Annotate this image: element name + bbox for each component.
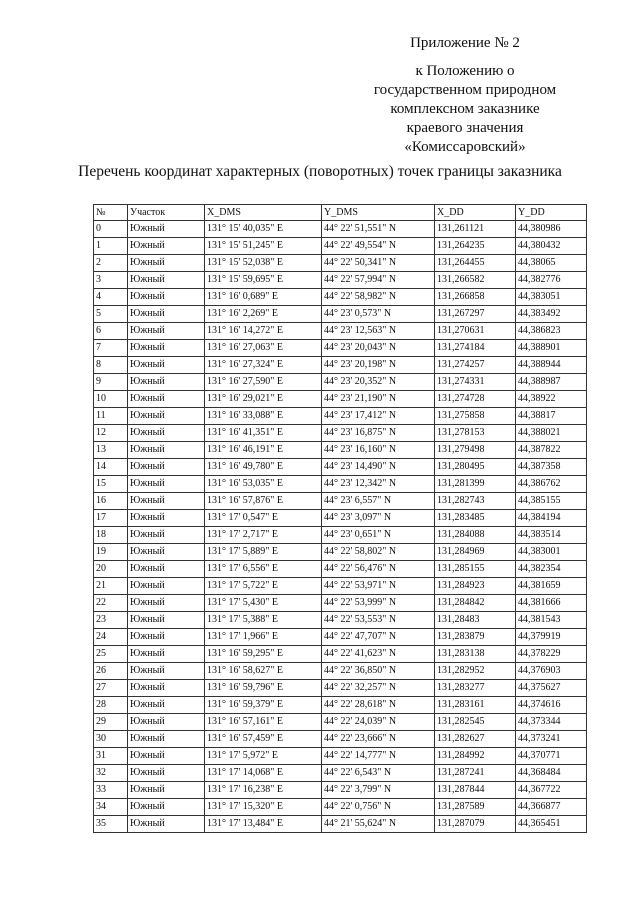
cell-section: Южный [128,697,205,714]
cell-y-dd: 44,388021 [516,425,587,442]
cell-y-dd: 44,383051 [516,289,587,306]
cell-number: 34 [94,799,128,816]
cell-x-dms: 131° 17' 5,430" E [205,595,322,612]
cell-x-dms: 131° 17' 0,547" E [205,510,322,527]
cell-number: 32 [94,765,128,782]
cell-x-dms: 131° 17' 6,556" E [205,561,322,578]
cell-y-dd: 44,387358 [516,459,587,476]
cell-y-dms: 44° 23' 0,651" N [322,527,435,544]
cell-number: 8 [94,357,128,374]
cell-x-dd: 131,281399 [435,476,516,493]
cell-x-dms: 131° 16' 58,627" E [205,663,322,680]
table-row [94,221,587,238]
cell-number: 0 [94,221,128,238]
cell-section: Южный [128,595,205,612]
cell-section: Южный [128,782,205,799]
table-row [94,595,587,612]
cell-section: Южный [128,663,205,680]
cell-x-dms: 131° 16' 49,780" E [205,459,322,476]
cell-y-dms: 44° 22' 53,971" N [322,578,435,595]
document-heading: Перечень координат характерных (поворотных) точек границы заказника [78,163,562,180]
table-row [94,544,587,561]
cell-section: Южный [128,340,205,357]
cell-y-dd: 44,367722 [516,782,587,799]
cell-x-dd: 131,285155 [435,561,516,578]
cell-number: 9 [94,374,128,391]
cell-number: 16 [94,493,128,510]
cell-y-dms: 44° 23' 16,160" N [322,442,435,459]
cell-x-dms: 131° 16' 0,689" E [205,289,322,306]
cell-x-dms: 131° 15' 52,038" E [205,255,322,272]
cell-y-dms: 44° 23' 12,563" N [322,323,435,340]
table-row [94,816,587,833]
cell-number: 10 [94,391,128,408]
table-row [94,799,587,816]
cell-y-dd: 44,380986 [516,221,587,238]
cell-section: Южный [128,765,205,782]
cell-section: Южный [128,323,205,340]
cell-number: 4 [94,289,128,306]
cell-number: 7 [94,340,128,357]
cell-x-dms: 131° 17' 5,972" E [205,748,322,765]
appendix-line: государственном природном [373,82,557,98]
cell-section: Южный [128,680,205,697]
cell-section: Южный [128,816,205,833]
column-header-x-dd: X_DD [435,205,516,221]
cell-x-dms: 131° 17' 16,238" E [205,782,322,799]
cell-x-dd: 131,279498 [435,442,516,459]
cell-x-dms: 131° 15' 40,035" E [205,221,322,238]
cell-number: 29 [94,714,128,731]
cell-x-dms: 131° 16' 41,351" E [205,425,322,442]
table-row [94,561,587,578]
table-row [94,306,587,323]
cell-section: Южный [128,510,205,527]
cell-x-dms: 131° 17' 1,966" E [205,629,322,646]
cell-y-dd: 44,388944 [516,357,587,374]
cell-x-dd: 131,280495 [435,459,516,476]
cell-x-dd: 131,264235 [435,238,516,255]
cell-y-dms: 44° 22' 32,257" N [322,680,435,697]
cell-x-dd: 131,282952 [435,663,516,680]
cell-section: Южный [128,476,205,493]
cell-y-dms: 44° 23' 20,352" N [322,374,435,391]
table-row [94,697,587,714]
cell-y-dd: 44,381543 [516,612,587,629]
cell-number: 5 [94,306,128,323]
cell-number: 35 [94,816,128,833]
table-header-row [94,205,587,221]
table-row [94,391,587,408]
cell-x-dms: 131° 16' 29,021" E [205,391,322,408]
cell-x-dms: 131° 16' 14,272" E [205,323,322,340]
cell-y-dms: 44° 23' 0,573" N [322,306,435,323]
cell-number: 26 [94,663,128,680]
cell-section: Южный [128,391,205,408]
cell-y-dd: 44,386762 [516,476,587,493]
cell-number: 19 [94,544,128,561]
column-header-y-dms: Y_DMS [322,205,435,221]
cell-x-dms: 131° 16' 53,035" E [205,476,322,493]
cell-y-dms: 44° 22' 58,802" N [322,544,435,561]
cell-number: 28 [94,697,128,714]
coordinates-table [93,204,587,833]
cell-number: 24 [94,629,128,646]
cell-y-dd: 44,388901 [516,340,587,357]
cell-x-dd: 131,28483 [435,612,516,629]
cell-y-dms: 44° 22' 14,777" N [322,748,435,765]
cell-x-dd: 131,284923 [435,578,516,595]
cell-number: 18 [94,527,128,544]
cell-y-dms: 44° 23' 16,875" N [322,425,435,442]
appendix-title: Приложение № 2 [410,35,520,51]
cell-x-dms: 131° 16' 59,295" E [205,646,322,663]
cell-section: Южный [128,238,205,255]
cell-section: Южный [128,425,205,442]
cell-y-dd: 44,365451 [516,816,587,833]
cell-section: Южный [128,459,205,476]
cell-number: 6 [94,323,128,340]
cell-y-dms: 44° 22' 36,850" N [322,663,435,680]
cell-section: Южный [128,408,205,425]
cell-y-dms: 44° 22' 47,707" N [322,629,435,646]
cell-section: Южный [128,272,205,289]
cell-x-dd: 131,283277 [435,680,516,697]
cell-x-dd: 131,287844 [435,782,516,799]
cell-number: 14 [94,459,128,476]
table-row [94,612,587,629]
cell-section: Южный [128,748,205,765]
cell-y-dms: 44° 22' 51,551" N [322,221,435,238]
table-row [94,663,587,680]
cell-section: Южный [128,493,205,510]
cell-y-dd: 44,376903 [516,663,587,680]
cell-x-dd: 131,287241 [435,765,516,782]
cell-y-dms: 44° 22' 41,623" N [322,646,435,663]
cell-section: Южный [128,714,205,731]
cell-x-dd: 131,283138 [435,646,516,663]
column-header-x-dms: X_DMS [205,205,322,221]
cell-section: Южный [128,221,205,238]
cell-y-dms: 44° 22' 6,543" N [322,765,435,782]
cell-x-dms: 131° 16' 2,269" E [205,306,322,323]
cell-y-dms: 44° 23' 20,043" N [322,340,435,357]
cell-number: 1 [94,238,128,255]
table-row [94,272,587,289]
appendix-block [330,34,600,157]
cell-y-dms: 44° 22' 24,039" N [322,714,435,731]
cell-number: 15 [94,476,128,493]
cell-x-dms: 131° 16' 57,876" E [205,493,322,510]
cell-x-dd: 131,287079 [435,816,516,833]
cell-x-dd: 131,274184 [435,340,516,357]
cell-section: Южный [128,374,205,391]
cell-x-dd: 131,274257 [435,357,516,374]
cell-x-dd: 131,284088 [435,527,516,544]
cell-x-dd: 131,274728 [435,391,516,408]
cell-y-dd: 44,383514 [516,527,587,544]
cell-x-dms: 131° 17' 2,717" E [205,527,322,544]
cell-x-dd: 131,287589 [435,799,516,816]
table-row [94,629,587,646]
cell-x-dms: 131° 16' 57,459" E [205,731,322,748]
cell-y-dms: 44° 21' 55,624" N [322,816,435,833]
cell-x-dms: 131° 17' 13,484" E [205,816,322,833]
cell-y-dd: 44,387822 [516,442,587,459]
cell-x-dms: 131° 16' 27,324" E [205,357,322,374]
cell-x-dms: 131° 16' 46,191" E [205,442,322,459]
cell-section: Южный [128,306,205,323]
cell-x-dd: 131,270631 [435,323,516,340]
cell-x-dms: 131° 15' 59,695" E [205,272,322,289]
table-row [94,510,587,527]
cell-section: Южный [128,561,205,578]
cell-y-dd: 44,38065 [516,255,587,272]
table-row [94,782,587,799]
cell-x-dms: 131° 16' 57,161" E [205,714,322,731]
table-row [94,731,587,748]
cell-section: Южный [128,255,205,272]
table-row [94,714,587,731]
cell-y-dd: 44,385155 [516,493,587,510]
cell-y-dms: 44° 23' 3,097" N [322,510,435,527]
column-header-number: № [94,205,128,221]
cell-number: 17 [94,510,128,527]
cell-y-dd: 44,373241 [516,731,587,748]
cell-number: 22 [94,595,128,612]
cell-number: 13 [94,442,128,459]
table-row [94,459,587,476]
appendix-line: краевого значения [406,120,524,136]
table-row [94,748,587,765]
cell-y-dd: 44,373344 [516,714,587,731]
column-header-y-dd: Y_DD [516,205,587,221]
cell-y-dd: 44,384194 [516,510,587,527]
cell-y-dms: 44° 22' 56,476" N [322,561,435,578]
cell-x-dd: 131,283879 [435,629,516,646]
cell-number: 33 [94,782,128,799]
cell-y-dms: 44° 22' 58,982" N [322,289,435,306]
table-row [94,425,587,442]
cell-section: Южный [128,646,205,663]
cell-x-dd: 131,261121 [435,221,516,238]
table-row [94,476,587,493]
cell-x-dd: 131,284992 [435,748,516,765]
cell-x-dms: 131° 16' 59,379" E [205,697,322,714]
cell-y-dd: 44,38817 [516,408,587,425]
table-row [94,357,587,374]
cell-y-dms: 44° 22' 53,553" N [322,612,435,629]
cell-y-dms: 44° 23' 12,342" N [322,476,435,493]
cell-x-dd: 131,282545 [435,714,516,731]
cell-x-dms: 131° 15' 51,245" E [205,238,322,255]
cell-y-dd: 44,379919 [516,629,587,646]
cell-y-dms: 44° 22' 28,618" N [322,697,435,714]
cell-number: 30 [94,731,128,748]
cell-x-dms: 131° 17' 15,320" E [205,799,322,816]
cell-section: Южный [128,629,205,646]
cell-y-dd: 44,386823 [516,323,587,340]
cell-x-dms: 131° 16' 27,063" E [205,340,322,357]
cell-y-dms: 44° 23' 6,557" N [322,493,435,510]
cell-y-dms: 44° 22' 0,756" N [322,799,435,816]
cell-x-dd: 131,282627 [435,731,516,748]
table-row [94,493,587,510]
cell-y-dd: 44,370771 [516,748,587,765]
appendix-line: комплексном заказнике [390,101,540,117]
cell-x-dd: 131,267297 [435,306,516,323]
cell-section: Южный [128,527,205,544]
cell-y-dms: 44° 22' 53,999" N [322,595,435,612]
cell-section: Южный [128,357,205,374]
cell-x-dd: 131,284842 [435,595,516,612]
table-row [94,255,587,272]
cell-x-dms: 131° 16' 27,590" E [205,374,322,391]
table-row [94,442,587,459]
cell-y-dd: 44,378229 [516,646,587,663]
cell-y-dms: 44° 22' 49,554" N [322,238,435,255]
cell-y-dms: 44° 23' 17,412" N [322,408,435,425]
cell-y-dms: 44° 23' 21,190" N [322,391,435,408]
cell-number: 3 [94,272,128,289]
cell-y-dd: 44,38922 [516,391,587,408]
table-row [94,238,587,255]
cell-number: 12 [94,425,128,442]
cell-x-dd: 131,266858 [435,289,516,306]
cell-x-dms: 131° 17' 5,722" E [205,578,322,595]
cell-section: Южный [128,731,205,748]
cell-y-dms: 44° 22' 23,666" N [322,731,435,748]
cell-y-dms: 44° 22' 50,341" N [322,255,435,272]
cell-y-dms: 44° 23' 14,490" N [322,459,435,476]
cell-y-dd: 44,382354 [516,561,587,578]
cell-number: 21 [94,578,128,595]
cell-number: 11 [94,408,128,425]
appendix-line: к Положению о [415,63,515,79]
cell-x-dms: 131° 17' 5,889" E [205,544,322,561]
table-row [94,646,587,663]
cell-y-dd: 44,380432 [516,238,587,255]
column-header-section: Участок [128,205,205,221]
table-row [94,527,587,544]
cell-y-dd: 44,366877 [516,799,587,816]
cell-number: 2 [94,255,128,272]
cell-y-dd: 44,368484 [516,765,587,782]
cell-x-dd: 131,275858 [435,408,516,425]
cell-section: Южный [128,799,205,816]
cell-y-dd: 44,382776 [516,272,587,289]
cell-x-dms: 131° 17' 14,068" E [205,765,322,782]
cell-x-dd: 131,278153 [435,425,516,442]
cell-number: 31 [94,748,128,765]
cell-x-dd: 131,282743 [435,493,516,510]
cell-number: 23 [94,612,128,629]
table-row [94,340,587,357]
cell-x-dd: 131,264455 [435,255,516,272]
cell-y-dd: 44,383001 [516,544,587,561]
cell-number: 20 [94,561,128,578]
table-row [94,408,587,425]
cell-number: 27 [94,680,128,697]
cell-number: 25 [94,646,128,663]
cell-section: Южный [128,442,205,459]
cell-y-dd: 44,381666 [516,595,587,612]
cell-x-dms: 131° 16' 59,796" E [205,680,322,697]
appendix-line: «Комиссаровский» [404,139,526,155]
table-row [94,289,587,306]
table-row [94,765,587,782]
cell-x-dd: 131,274331 [435,374,516,391]
cell-y-dd: 44,374616 [516,697,587,714]
cell-y-dd: 44,381659 [516,578,587,595]
cell-y-dd: 44,388987 [516,374,587,391]
cell-x-dd: 131,284969 [435,544,516,561]
table-row [94,323,587,340]
cell-section: Южный [128,289,205,306]
cell-x-dms: 131° 17' 5,388" E [205,612,322,629]
cell-y-dms: 44° 22' 57,994" N [322,272,435,289]
cell-x-dd: 131,283161 [435,697,516,714]
cell-section: Южный [128,578,205,595]
cell-x-dd: 131,266582 [435,272,516,289]
cell-section: Южный [128,544,205,561]
cell-y-dms: 44° 22' 3,799" N [322,782,435,799]
cell-y-dd: 44,383492 [516,306,587,323]
table-row [94,374,587,391]
cell-x-dms: 131° 16' 33,088" E [205,408,322,425]
table-row [94,680,587,697]
cell-y-dd: 44,375627 [516,680,587,697]
table-row [94,578,587,595]
cell-x-dd: 131,283485 [435,510,516,527]
cell-section: Южный [128,612,205,629]
cell-y-dms: 44° 23' 20,198" N [322,357,435,374]
